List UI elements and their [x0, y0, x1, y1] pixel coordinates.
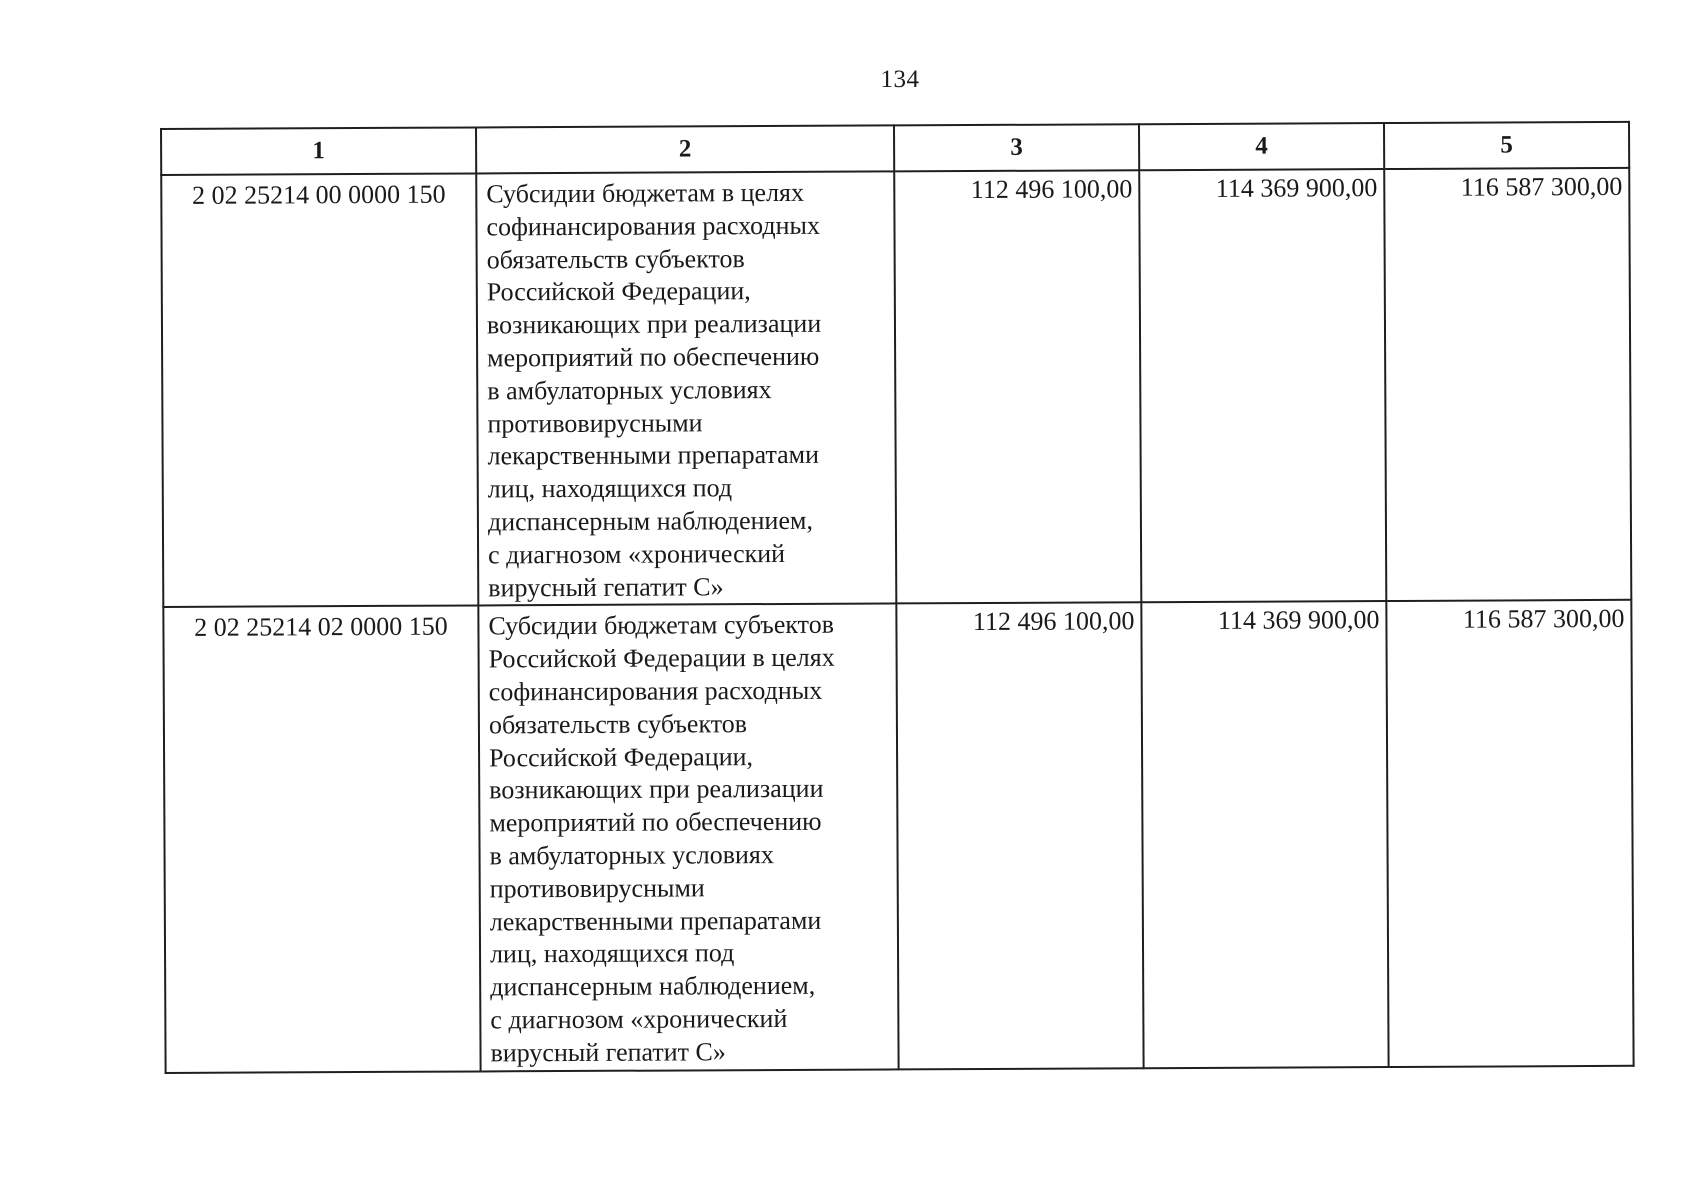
name-line: возникающих при реализации [486, 308, 822, 340]
name-line: софинансирования расходных [488, 675, 823, 707]
header-col-1: 1 [161, 127, 476, 175]
name-line: обязательств субъектов [488, 708, 748, 740]
name-line: Субсидии бюджетам субъектов [488, 610, 835, 641]
table-row [161, 168, 1631, 608]
name-line: диспансерным наблюдением, [487, 505, 813, 537]
name-line: с диагнозом «хронический [490, 1003, 788, 1035]
row-value-col-3: 112 496 100,00 [896, 603, 1143, 1069]
name-line: противовирусными [487, 407, 703, 438]
table-row [163, 600, 1633, 1072]
name-line: возникающих при реализации [489, 774, 824, 805]
name-line: в амбулаторных условиях [489, 839, 774, 871]
row-value-col-5: 116 587 300,00 [1386, 600, 1633, 1066]
header-col-4: 4 [1139, 123, 1384, 170]
row-value-col-5: 116 587 300,00 [1384, 168, 1631, 602]
name-line: Российской Федерации, [489, 741, 754, 772]
row-code: 2 02 25214 02 0000 150 [163, 606, 480, 1073]
name-line: мероприятий по обеспечению [487, 341, 820, 373]
name-line: Российской Федерации, [486, 276, 751, 307]
page-number: 134 [880, 66, 920, 93]
name-line: диспансерным наблюдением, [490, 970, 816, 1002]
name-line: вирусный гепатит С» [488, 571, 724, 602]
name-line: софинансирования расходных [486, 210, 821, 242]
name-line: в амбулаторных условиях [487, 374, 772, 406]
name-line: противовирусными [489, 873, 705, 904]
name-line: лиц, находящихся под [489, 938, 735, 969]
name-line: Субсидии бюджетам в целях [486, 177, 805, 209]
budget-table [160, 121, 1635, 1074]
row-code: 2 02 25214 00 0000 150 [161, 173, 478, 607]
header-col-2: 2 [476, 125, 894, 173]
name-line: Российской Федерации в целях [488, 642, 835, 674]
row-value-col-4: 114 369 900,00 [1141, 601, 1388, 1067]
row-name [476, 171, 896, 605]
row-name [478, 604, 898, 1071]
name-line: мероприятий по обеспечению [489, 806, 822, 838]
table-header-row [161, 122, 1629, 175]
name-line: вирусный гепатит С» [490, 1036, 726, 1068]
name-line: лиц, находящихся под [487, 473, 733, 504]
row-value-col-4: 114 369 900,00 [1139, 169, 1386, 603]
header-col-3: 3 [894, 124, 1139, 171]
name-line: с диагнозом «хронический [488, 538, 786, 570]
name-line: лекарственными препаратами [487, 440, 820, 471]
name-line: лекарственными препаратами [489, 905, 822, 936]
row-value-col-3: 112 496 100,00 [894, 170, 1141, 604]
name-line: обязательств субъектов [486, 243, 745, 274]
header-col-5: 5 [1384, 122, 1629, 169]
